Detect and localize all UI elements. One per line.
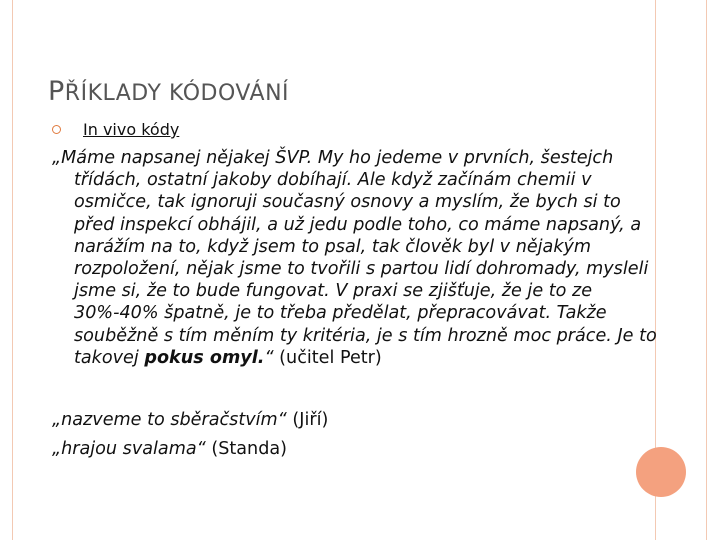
circle-bullet-icon	[52, 125, 61, 134]
quote-attribution: (učitel Petr)	[273, 347, 382, 368]
code-note-1	[52, 410, 328, 430]
bullet-item	[52, 120, 179, 139]
slide-title	[48, 76, 289, 107]
quote-emphasis: pokus omyl.	[144, 347, 265, 368]
slide-title-rest: ŘÍKLADY KÓDOVÁNÍ	[64, 81, 290, 106]
code-note-2	[52, 439, 287, 459]
quote-text: „Máme napsanej nějakej ŠVP. My ho jedeme v prvních, šestejch třídách, ostatní jakoby dobíhají. Ale když začínám chemii v osmičce, tak ignoruji současný osnovy a myslím, že bych si to před inspekcí obhájil, a už jedu podle toho, co máme napsaný, a narážím na to, když jsem to psal, tak člověk byl v nějakým rozpoložení, nějak jsme to tvořili s partou lidí dohromady, mysleli jsme si, že to bude fungovat. V praxi se zjišťuje, že je to ze 30%-40% špatně, je to třeba předělat, přepracovávat. Takže souběžně s tím měním ty kritéria, je s tím hrozně moc práce. Je to takovej	[52, 148, 657, 368]
code-note-1-author: (Jiří)	[286, 410, 329, 430]
code-note-2-quote: „hrajou svalama“	[52, 439, 206, 459]
bullet-label: In vivo kódy	[83, 120, 180, 139]
teacher-quote	[52, 147, 664, 369]
quote-close-mark: “	[264, 347, 274, 368]
code-note-1-quote: „nazveme to sběračstvím“	[52, 410, 287, 430]
slide-title-initial: P	[48, 76, 65, 107]
decorative-circle	[636, 447, 686, 497]
code-note-2-author: (Standa)	[205, 439, 288, 459]
